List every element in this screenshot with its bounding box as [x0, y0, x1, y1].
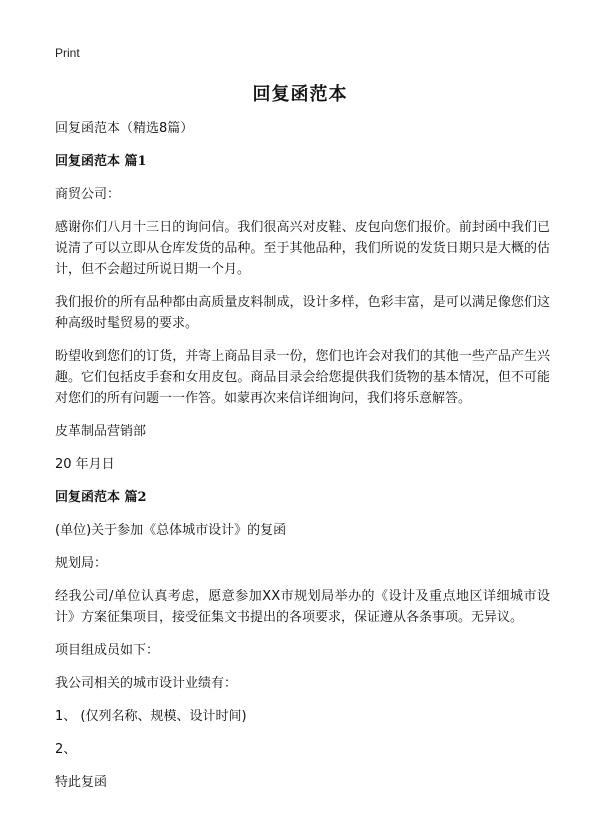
paragraph-subtitle: 回复函范本（精选8篇） — [55, 121, 194, 136]
list-item: 2、 — [55, 742, 77, 757]
print-link[interactable]: Print — [55, 46, 80, 60]
section-heading-1: 回复函范本 篇1 — [55, 154, 147, 169]
paragraph-salutation-2: 规划局： — [55, 556, 108, 571]
paragraph-body: 我们报价的所有品种都由高质量皮料制成，设计多样，色彩丰富，是可以满足像您们这种高级时髦贸易的要求。 — [55, 295, 550, 331]
paragraph-signature: 皮革制品营销部 — [55, 424, 147, 439]
paragraph-body: 感谢你们八月十三日的询问信。我们很高兴对皮鞋、皮包向您们报价。前封函中我们已说清了可以立即从仓库发货的品种。至于其他品种，我们所说的发货日期只是大概的估计，但不会超过所说日期一个月。 — [55, 220, 550, 277]
paragraph-body: 经我公司/单位认真考虑，愿意参加XX市规划局举办的《设计及重点地区详细城市设计》方案征集项目，接受征集文书提出的各项要求，保证遵从各条事项。无异议。 — [55, 589, 550, 625]
paragraph-date: 20 年月日 — [55, 457, 115, 472]
paragraph-body: 项目组成员如下： — [55, 643, 160, 658]
paragraph-body: 盼望收到您们的订货，并寄上商品目录一份，您们也许会对我们的其他一些产品产生兴趣。它们包括皮手套和女用皮包。商品目录会给您提供我们货物的基本情况，但不可能对您们的所有问题一一作答。如蒙再次来信详细询问，我们将乐意解答。 — [55, 349, 550, 406]
section-heading-2: 回复函范本 篇2 — [55, 490, 147, 505]
paragraph-closing: 特此复函 — [55, 775, 108, 790]
list-item: 1、 (仅列名称、规模、设计时间) — [55, 709, 247, 724]
paragraph-subject: (单位)关于参加《总体城市设计》的复函 — [55, 523, 287, 538]
page-title: 回复函范本 — [252, 84, 348, 105]
paragraph-salutation-1: 商贸公司： — [55, 187, 121, 202]
paragraph-body: 我公司相关的城市设计业绩有： — [55, 676, 238, 691]
document-body — [55, 118, 550, 805]
